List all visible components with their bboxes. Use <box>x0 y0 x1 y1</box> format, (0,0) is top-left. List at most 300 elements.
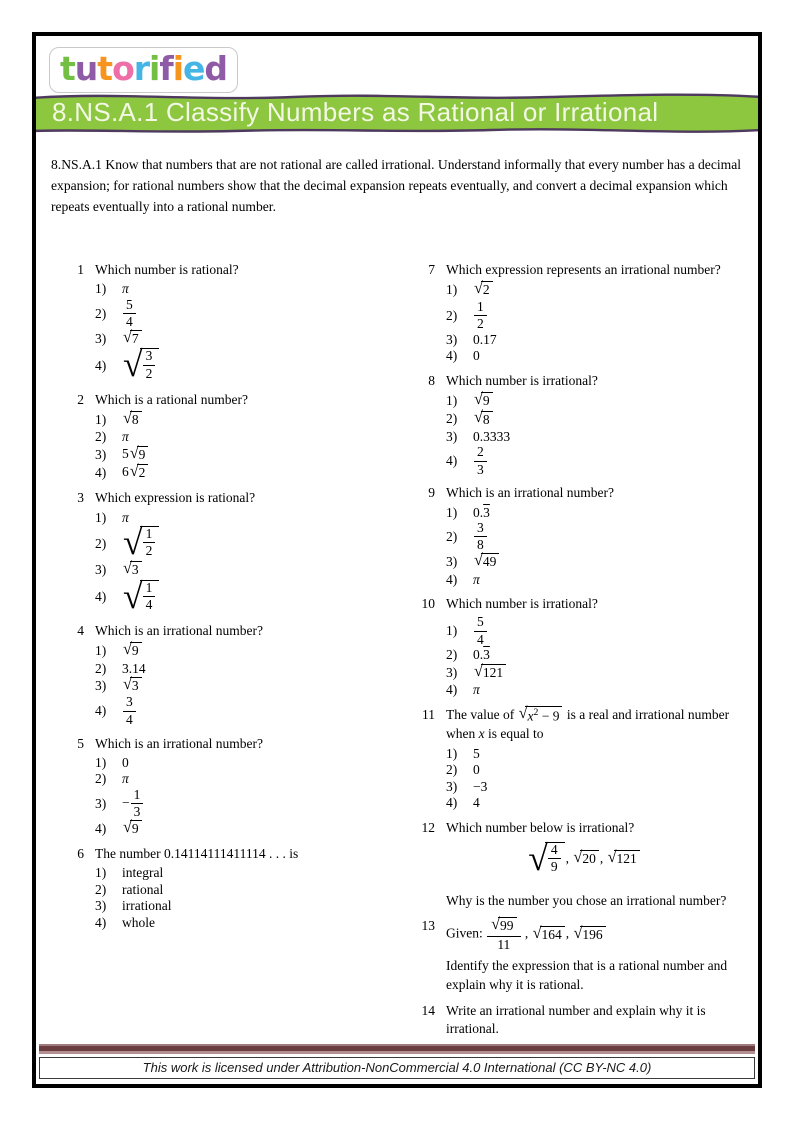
question-13 <box>413 917 742 994</box>
option-row <box>95 755 391 771</box>
option-label: 4) <box>95 914 107 930</box>
option-label: 4) <box>446 795 458 811</box>
option-row <box>446 300 742 332</box>
radical-sign: √ <box>123 674 132 693</box>
option-row <box>95 817 391 838</box>
numerator <box>487 917 520 937</box>
option-row <box>95 344 391 385</box>
option-value <box>473 445 488 477</box>
radicand: 8 <box>481 411 493 429</box>
option-row <box>95 674 391 695</box>
option-row <box>446 281 742 299</box>
radical <box>573 923 606 944</box>
numerator: 1 <box>143 581 156 597</box>
radical <box>528 837 564 878</box>
denominator: 2 <box>145 543 153 559</box>
option-value: rational <box>122 881 164 897</box>
radical-sign: √ <box>474 279 483 298</box>
numerator: 1 <box>474 300 487 316</box>
question-7 <box>413 261 742 365</box>
radical-sign: √ <box>123 522 143 563</box>
option-value <box>473 661 507 682</box>
question-number: 3 <box>77 490 84 506</box>
option-label: 3) <box>95 795 107 811</box>
radicand: 3 <box>130 561 142 579</box>
question-12 <box>413 819 742 911</box>
option-row <box>95 898 391 914</box>
option-row <box>95 788 391 820</box>
question-body <box>95 261 391 383</box>
options-list <box>95 865 391 931</box>
radicand: 7 <box>130 330 142 348</box>
question-stem: Given: √ 99 11 , √ 164 , √ 196 <box>446 917 742 952</box>
option-row <box>446 661 742 682</box>
question-9 <box>413 484 742 588</box>
radical-sign: √ <box>491 915 501 934</box>
radicand: 9 <box>130 642 142 660</box>
question-body <box>446 372 742 478</box>
option-label: 2) <box>446 307 458 323</box>
radical-sign: √ <box>129 461 139 480</box>
radical-sign: √ <box>474 408 483 427</box>
radicand <box>545 842 565 875</box>
denominator: 11 <box>497 937 511 953</box>
option-label: 3) <box>446 664 458 680</box>
fraction <box>122 298 137 330</box>
option-label: 4) <box>95 357 107 373</box>
repeating-decimal: 3 <box>483 504 490 520</box>
pi-symbol: π <box>122 771 129 787</box>
question-11 <box>413 703 742 812</box>
superscript: 2 <box>533 707 539 719</box>
questions-column-right <box>413 261 742 1047</box>
option-row <box>446 553 742 571</box>
radical-sign: √ <box>573 848 583 867</box>
question-number: 1 <box>77 262 84 278</box>
option-row <box>446 615 742 647</box>
option-row <box>95 642 391 660</box>
question-body <box>95 735 391 839</box>
question-stem: Which is a rational number? <box>95 391 248 407</box>
option-label: 4) <box>95 703 107 719</box>
options-list <box>95 510 391 615</box>
radical-sign: √ <box>532 923 542 942</box>
denominator: 4 <box>477 631 484 647</box>
tutorified-logo <box>49 47 238 93</box>
question-body <box>95 845 391 931</box>
option-row <box>446 762 742 778</box>
question-body <box>446 703 742 812</box>
question-number: 14 <box>421 1002 435 1018</box>
fraction <box>473 615 488 647</box>
option-row <box>95 575 391 616</box>
option-label: 3) <box>95 898 107 914</box>
option-label: 1) <box>446 623 458 639</box>
option-value <box>122 408 143 429</box>
option-label: 1) <box>446 393 458 409</box>
fraction <box>473 445 488 477</box>
option-value: 5 <box>473 745 480 761</box>
radicand: 8 <box>130 411 142 429</box>
footer-divider-bar <box>39 1044 755 1054</box>
question-body <box>446 261 742 365</box>
question-4 <box>62 622 391 728</box>
options-list <box>446 615 742 698</box>
radicand: 99 <box>498 917 517 935</box>
question-body <box>95 622 391 728</box>
radical-sign: √ <box>123 640 132 659</box>
radicand: 121 <box>614 850 639 868</box>
question-stem: Which expression is rational? <box>95 490 256 506</box>
numerator: 5 <box>474 615 487 631</box>
radical-sign: √ <box>123 575 143 616</box>
option-value <box>122 281 129 297</box>
radical-sign: √ <box>518 703 528 722</box>
logo-letter: i <box>149 49 160 88</box>
numerator: 3 <box>143 349 156 365</box>
option-label: 4) <box>95 465 107 481</box>
option-value: 6 √ 2 <box>122 464 149 482</box>
option-label: 2) <box>95 771 107 787</box>
pi-symbol: π <box>122 429 129 445</box>
fraction <box>142 349 157 381</box>
radicand <box>140 348 160 381</box>
option-label: 1) <box>95 281 107 297</box>
option-row <box>95 522 391 563</box>
question-number: 6 <box>77 846 84 862</box>
option-value <box>122 695 137 727</box>
radical <box>129 461 149 482</box>
question-stem: Which is an irrational number? <box>446 485 614 501</box>
title-banner <box>36 88 758 138</box>
radical <box>491 917 516 935</box>
radical-sign: √ <box>474 551 483 570</box>
question-stem: Which is an irrational number? <box>95 735 263 751</box>
logo-letter: o <box>112 49 134 88</box>
option-row <box>446 682 742 698</box>
options-list <box>95 281 391 383</box>
radical <box>474 408 493 429</box>
option-value <box>122 298 137 330</box>
options-list <box>446 281 742 364</box>
question-1 <box>62 261 391 383</box>
option-row <box>446 505 742 521</box>
radical-sign: √ <box>123 408 132 427</box>
option-value <box>122 817 143 838</box>
option-label: 1) <box>95 643 107 659</box>
option-label: 4) <box>95 589 107 605</box>
option-value: 5 √ 9 <box>122 446 149 464</box>
option-value <box>122 522 160 563</box>
option-value <box>122 674 143 695</box>
radical-sign: √ <box>129 443 139 462</box>
question-14 <box>413 1002 742 1040</box>
question-number: 4 <box>77 623 84 638</box>
pi-symbol: π <box>473 571 480 587</box>
logo-letter: i <box>172 49 183 88</box>
option-label: 2) <box>95 429 107 445</box>
question-8 <box>413 372 742 478</box>
page-title: 8.NS.A.1 Classify Numbers as Rational or Irrational <box>52 97 659 128</box>
question-body <box>95 391 391 483</box>
denominator: 3 <box>133 804 141 820</box>
license-box <box>39 1057 755 1079</box>
question-stem: Which number is rational? <box>95 262 239 278</box>
radical-sign: √ <box>123 344 143 385</box>
option-value: 0 <box>473 762 480 778</box>
logo-letters <box>60 49 227 88</box>
radical-sign: √ <box>528 837 548 878</box>
radical <box>532 923 565 944</box>
question-stem: Which is an irrational number? <box>95 623 263 638</box>
fraction <box>547 843 562 875</box>
radical <box>123 344 159 385</box>
option-label: 2) <box>446 528 458 544</box>
standard-description: 8.NS.A.1 Know that numbers that are not rational are called irrational. Understand informally that every number has a decimal expansion; for rational numbers show that the decimal expansion repeats eventually, and convert a decimal expansion which repeats eventually into a rational number. <box>51 157 742 214</box>
option-value <box>473 392 494 410</box>
math-variable: x <box>478 726 485 742</box>
option-label: 2) <box>95 305 107 321</box>
options-list <box>446 505 742 588</box>
option-label: 1) <box>95 754 107 770</box>
option-value: 0.3 <box>473 504 490 520</box>
option-label: 4) <box>446 453 458 469</box>
question-body <box>95 489 391 615</box>
question-stem: Which number is irrational? <box>446 372 598 388</box>
option-value <box>473 408 494 429</box>
option-label: 3) <box>95 330 107 346</box>
option-label: 4) <box>446 682 458 698</box>
radicand: 9 <box>481 392 493 410</box>
option-label: 1) <box>95 509 107 525</box>
fraction <box>130 788 145 820</box>
radical <box>123 817 142 838</box>
pi-symbol: π <box>122 509 129 525</box>
option-label: 3) <box>446 428 458 444</box>
option-row <box>95 915 391 931</box>
option-label: 1) <box>446 745 458 761</box>
option-label: 3) <box>95 678 107 694</box>
denominator: 4 <box>126 314 133 330</box>
option-row <box>95 461 391 482</box>
option-row <box>95 443 391 464</box>
question-number: 5 <box>77 735 84 751</box>
logo-letter: t <box>97 49 113 88</box>
option-value <box>122 771 129 787</box>
fraction <box>142 527 157 559</box>
option-label: 4) <box>95 820 107 836</box>
options-list <box>95 408 391 482</box>
option-value <box>473 615 488 647</box>
radical <box>123 408 142 429</box>
fraction <box>142 581 157 613</box>
worksheet-page <box>32 32 762 1088</box>
radicand: 196 <box>580 926 605 944</box>
option-row <box>446 647 742 663</box>
option-value: irrational <box>122 898 172 914</box>
radicand <box>140 580 160 613</box>
option-value: 0 <box>473 348 480 364</box>
math-variable: x <box>527 708 534 724</box>
question-number: 2 <box>77 391 84 407</box>
option-value: 0.17 <box>473 331 497 347</box>
option-label: 2) <box>446 647 458 663</box>
question-stem: Which number below is irrational? <box>446 819 635 835</box>
denominator: 4 <box>145 597 153 613</box>
question-stem: The number 0.14114111411114 . . . is <box>95 846 299 862</box>
question-number: 12 <box>421 819 435 835</box>
question-body <box>446 1002 742 1040</box>
radical-sign: √ <box>474 661 483 680</box>
option-value: integral <box>122 865 164 881</box>
option-row <box>446 572 742 588</box>
question-6 <box>62 845 391 931</box>
question-number: 13 <box>421 918 435 934</box>
radical <box>129 443 149 464</box>
radicand: 9 <box>137 446 149 464</box>
option-row <box>446 521 742 553</box>
numerator: 1 <box>143 527 156 543</box>
numerator: 2 <box>474 445 487 461</box>
radical <box>608 850 640 868</box>
question-body <box>446 819 742 911</box>
radical <box>474 281 493 299</box>
pi-symbol: π <box>122 281 129 297</box>
option-label: 3) <box>95 562 107 578</box>
option-row <box>446 445 742 477</box>
option-row <box>446 408 742 429</box>
question-followup: Identify the expression that is a rational number and explain why it is rational. <box>446 958 728 993</box>
option-label: 3) <box>95 446 107 462</box>
option-row <box>95 281 391 297</box>
option-row <box>95 661 391 677</box>
radical-sign: √ <box>573 923 583 942</box>
question-number: 8 <box>428 372 435 388</box>
question-number: 9 <box>428 485 435 501</box>
questions-area <box>62 261 742 1047</box>
radical <box>518 703 563 725</box>
option-value: 3.14 <box>122 660 146 676</box>
option-label: 4) <box>446 348 458 364</box>
option-row <box>95 771 391 787</box>
option-label: 3) <box>446 554 458 570</box>
question-number: 11 <box>422 706 435 722</box>
option-label: 1) <box>95 411 107 427</box>
numerator: 3 <box>123 695 136 711</box>
radical-sign: √ <box>123 817 132 836</box>
options-list <box>446 746 742 812</box>
option-row <box>95 882 391 898</box>
option-label: 2) <box>95 535 107 551</box>
options-list <box>446 392 742 477</box>
numerator: 5 <box>123 298 136 314</box>
radicand: 2 <box>481 281 493 299</box>
option-value <box>122 344 160 385</box>
logo-letter: r <box>133 49 150 88</box>
question-3 <box>62 489 391 615</box>
question-2 <box>62 391 391 483</box>
fraction <box>473 300 488 332</box>
radicand: 3 <box>130 677 142 695</box>
option-row <box>446 392 742 410</box>
radical <box>123 642 142 660</box>
question-body <box>446 484 742 588</box>
radical-sign: √ <box>123 327 132 346</box>
question-10 <box>413 595 742 699</box>
option-value: 0.3 <box>473 647 490 663</box>
page-footer <box>39 1044 755 1079</box>
option-row <box>95 298 391 330</box>
numerator: 4 <box>548 843 561 859</box>
pi-symbol: π <box>473 682 480 698</box>
option-label: 2) <box>95 881 107 897</box>
option-row <box>446 348 742 364</box>
option-value <box>122 575 160 616</box>
option-row <box>446 429 742 445</box>
option-label: 2) <box>446 762 458 778</box>
question-number: 7 <box>428 262 435 278</box>
option-value <box>122 642 143 660</box>
logo-letter: f <box>159 49 173 88</box>
questions-column-left <box>62 261 391 1047</box>
option-value <box>473 281 494 299</box>
question-stem: Write an irrational number and explain why it is irrational. <box>446 1002 706 1036</box>
option-value <box>473 572 480 588</box>
option-value <box>473 553 500 571</box>
radical <box>474 392 493 410</box>
denominator: 4 <box>126 711 133 727</box>
license-text: This work is licensed under Attribution-NonCommercial 4.0 International (CC BY-NC 4.0) <box>142 1060 652 1075</box>
radical <box>474 661 506 682</box>
option-label: 1) <box>95 865 107 881</box>
numerator: 1 <box>131 788 144 804</box>
logo-letter: u <box>74 49 98 88</box>
radicand: 121 <box>481 664 506 682</box>
denominator: 3 <box>477 461 484 477</box>
question-followup: Why is the number you chose an irrational number? <box>446 892 727 908</box>
option-value: − $\frac{1}{3}$ <box>122 788 144 820</box>
fraction <box>473 521 488 553</box>
question-body <box>446 595 742 699</box>
radicand <box>140 526 160 559</box>
question-stem: The value of √ $x^2 - 9$ is a real and irrational number when x is equal to <box>446 703 730 742</box>
option-label: 1) <box>446 282 458 298</box>
option-value: whole <box>122 914 155 930</box>
question-body <box>446 917 742 994</box>
radical <box>573 850 598 868</box>
logo-letter: t <box>60 49 75 88</box>
option-value <box>473 300 488 332</box>
option-label: 1) <box>446 504 458 520</box>
radical <box>123 522 159 563</box>
denominator: 9 <box>550 859 558 875</box>
repeating-decimal: 3 <box>483 647 490 663</box>
radicand: 49 <box>481 553 500 571</box>
option-value <box>473 682 480 698</box>
option-row <box>446 795 742 811</box>
option-row <box>95 408 391 429</box>
option-row <box>95 865 391 881</box>
option-row <box>95 429 391 445</box>
question-number: 10 <box>421 596 435 612</box>
option-row <box>446 779 742 795</box>
option-value: −3 <box>473 778 488 794</box>
denominator: 2 <box>145 365 153 381</box>
fraction <box>122 695 137 727</box>
logo-letter: e <box>183 49 205 88</box>
numerator: 3 <box>474 521 487 537</box>
radical-sign: √ <box>474 390 483 408</box>
